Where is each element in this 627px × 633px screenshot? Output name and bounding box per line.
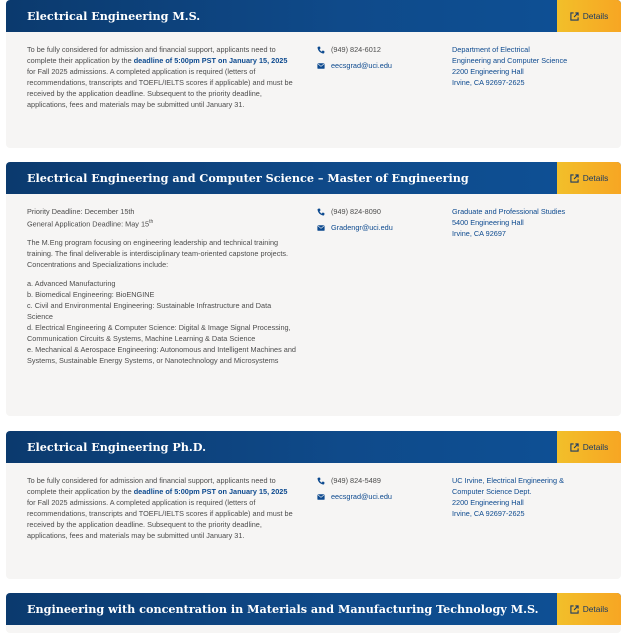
details-label: Details [582,442,609,452]
concentration-item: e. Mechanical & Aerospace Engineering: Autonomous and Intelligent Machines and Systems, Sustainable Energy Systems, or Nanotechnology and Microsystems [27,345,296,366]
contact-info [317,206,437,238]
ordinal-suffix: th [149,219,154,225]
envelope-icon [317,493,325,501]
address-line[interactable]: Department of Electrical [452,45,530,54]
address-line: Irvine, CA 92697-2625 [452,78,525,87]
external-link-icon [570,443,579,452]
address-line: 2200 Engineering Hall [452,498,524,507]
email-link[interactable]: eecsgrad@uci.edu [331,61,392,70]
phone-icon [317,208,325,216]
envelope-icon [317,62,325,70]
program-description [27,44,297,110]
external-link-icon [570,12,579,21]
details-button[interactable] [557,162,621,194]
phone-row [317,206,437,217]
phone-row [317,44,437,55]
description-text: for Fall 2025 admissions. A completed application is required (letters of recommendations, transcripts and TOEFL/IELTS scores if applicable) and must be received by the application deadline. Subsequent to the priority deadline, applications, fees and materials may be submitted until January 31. [27,67,293,109]
details-label: Details [582,173,609,183]
program-card-header [6,162,621,194]
email-link[interactable]: eecsgrad@uci.edu [331,492,392,501]
address-line[interactable]: Engineering and Computer Science [452,56,568,65]
email-row [317,222,437,233]
external-link-icon [570,605,579,614]
contact-info [317,44,437,76]
address-line[interactable]: Computer Science Dept. [452,487,532,496]
program-card-header [6,593,621,625]
address-block [452,44,612,88]
address-line[interactable]: Graduate and Professional Studies [452,207,566,216]
details-button[interactable] [557,431,621,463]
priority-deadline: Priority Deadline: December 15th [27,207,135,216]
deadline-text: deadline of 5:00pm PST on January 15, 2025 [133,56,288,65]
description-text: To be fully considered for admission and financial support, applicants need to complete their application by the [27,476,276,496]
email-link[interactable]: Gradengr@uci.edu [331,223,393,232]
program-card [6,593,621,633]
description-text: To be fully considered for admission and financial support, applicants need to complete their application by the [27,45,276,65]
phone-icon [317,477,325,485]
deadline-text: deadline of 5:00pm PST on January 15, 2025 [133,487,288,496]
email-row [317,60,437,71]
program-card-header [6,431,621,463]
phone-row [317,475,437,486]
phone-icon [317,46,325,54]
general-deadline-text: General Application Deadline: May 15 [27,219,150,229]
program-card [6,0,621,148]
address-line: Irvine, CA 92697-2625 [452,509,525,518]
phone-number[interactable]: (949) 824-5489 [331,476,381,485]
program-title[interactable]: Electrical Engineering M.S. [27,9,201,23]
program-intro: The M.Eng program focusing on engineering leadership and technical training training. The final deliverable is interdisciplinary team-oriented capstone projects. Concentrations and Specializations include: [27,238,289,270]
details-label: Details [582,11,609,21]
program-title[interactable]: Electrical Engineering Ph.D. [27,440,206,454]
program-title[interactable]: Electrical Engineering and Computer Science – Master of Engineering [27,171,469,185]
general-deadline [27,217,297,229]
concentration-item: c. Civil and Environmental Engineering: Sustainable Infrastructure and Data Science [27,301,272,322]
address-line[interactable]: UC Irvine, Electrical Engineering & [452,476,564,485]
address-line: 5400 Engineering Hall [452,218,524,227]
program-card [6,162,621,416]
program-description [27,206,297,366]
program-card [6,431,621,579]
concentration-item: d. Electrical Engineering & Computer Science: Digital & Image Signal Processing, Communication Circuits & Systems, Machine Learning & Data Science [27,323,291,344]
phone-number[interactable]: (949) 824-6012 [331,45,381,54]
program-title[interactable]: Engineering with concentration in Materials and Manufacturing Technology M.S. [27,602,539,616]
concentration-item: a. Advanced Manufacturing [27,279,116,289]
program-card-header [6,0,621,32]
email-row [317,491,437,502]
address-block [452,475,612,519]
details-label: Details [582,604,609,614]
address-line: 2200 Engineering Hall [452,67,524,76]
program-description [27,475,297,541]
phone-number[interactable]: (949) 824-8090 [331,207,381,216]
envelope-icon [317,224,325,232]
address-line: Irvine, CA 92697 [452,229,506,238]
details-button[interactable] [557,0,621,32]
concentration-item: b. Biomedical Engineering: BioENGINE [27,290,155,300]
contact-info [317,475,437,507]
description-text: for Fall 2025 admissions. A completed application is required (letters of recommendations, transcripts and TOEFL/IELTS scores if applicable) and must be received by the application deadline. Subsequent to the priority deadline, applications, fees and materials may be submitted until January 31. [27,498,293,540]
address-block [452,206,612,239]
external-link-icon [570,174,579,183]
details-button[interactable] [557,593,621,625]
